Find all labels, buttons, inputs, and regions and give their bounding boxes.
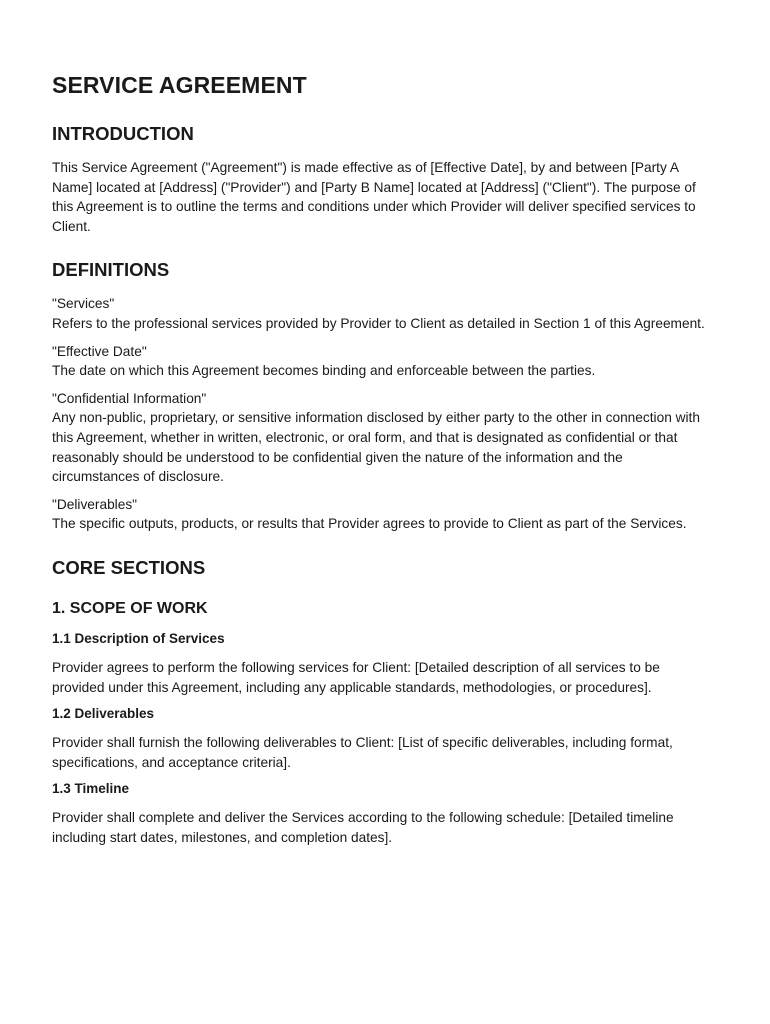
definition-term: "Confidential Information" xyxy=(52,390,207,406)
document-title: SERVICE AGREEMENT xyxy=(52,72,307,98)
definition-item-confidential-information xyxy=(52,389,712,487)
subsection-text: Provider shall furnish the following deliverables to Client: [List of specific deliverables, including format, specifications, and acceptance criteria]. xyxy=(52,735,673,770)
definition-item-services xyxy=(52,294,712,333)
subsection-text: Provider agrees to perform the following services for Client: [Detailed description of all services to be provided under this Agreement, including any applicable standards, methodologies, or procedures]. xyxy=(52,659,660,695)
definition-item-deliverables xyxy=(52,495,712,534)
subsection-deliverables xyxy=(52,705,712,772)
subsection-heading: 1.2 Deliverables xyxy=(52,706,155,722)
definition-term: "Deliverables" xyxy=(52,496,138,512)
subsection-heading: 1.1 Description of Services xyxy=(52,630,225,646)
subsection-description-of-services xyxy=(52,630,712,697)
definition-text: The specific outputs, products, or results that Provider agrees to provide to Client as part of the Services. xyxy=(52,516,687,532)
definition-text: Any non-public, proprietary, or sensitive information disclosed by either party to the other in connection with this Agreement, whether in written, electronic, or oral form, and that is designated as confidential or that reasonably should be understood to be confidential given the nature of the information and the circumstances of disclosure. xyxy=(52,410,700,485)
definition-term: "Services" xyxy=(52,296,115,312)
subsection-heading: 1.3 Timeline xyxy=(52,781,130,797)
introduction-text: This Service Agreement ("Agreement") is made effective as of [Effective Date], by and between [Party A Name] located at [Address] ("Provider") and [Party B Name] located at [Address] ("Client"). The purpose of this Agreement is to outline the terms and conditions under which Provider will deliver specified services to Client. xyxy=(52,160,696,234)
scope-of-work-heading: 1. SCOPE OF WORK xyxy=(52,599,208,617)
core-sections-heading: CORE SECTIONS xyxy=(52,556,206,578)
definition-text: Refers to the professional services provided by Provider to Client as detailed in Section 1 of this Agreement. xyxy=(52,315,705,331)
subsection-text: Provider shall complete and deliver the Services according to the following schedule: [Detailed timeline including start dates, milestones, and completion dates]. xyxy=(52,810,674,845)
definition-item-effective-date xyxy=(52,342,712,381)
definition-term: "Effective Date" xyxy=(52,343,147,359)
subsection-timeline xyxy=(52,780,712,847)
definitions-heading: DEFINITIONS xyxy=(52,259,170,281)
definition-text: The date on which this Agreement becomes binding and enforceable between the parties. xyxy=(52,363,596,379)
introduction-heading: INTRODUCTION xyxy=(52,123,194,144)
core-sections-section xyxy=(52,556,712,848)
definitions-section xyxy=(52,258,712,534)
introduction-section xyxy=(52,122,712,236)
